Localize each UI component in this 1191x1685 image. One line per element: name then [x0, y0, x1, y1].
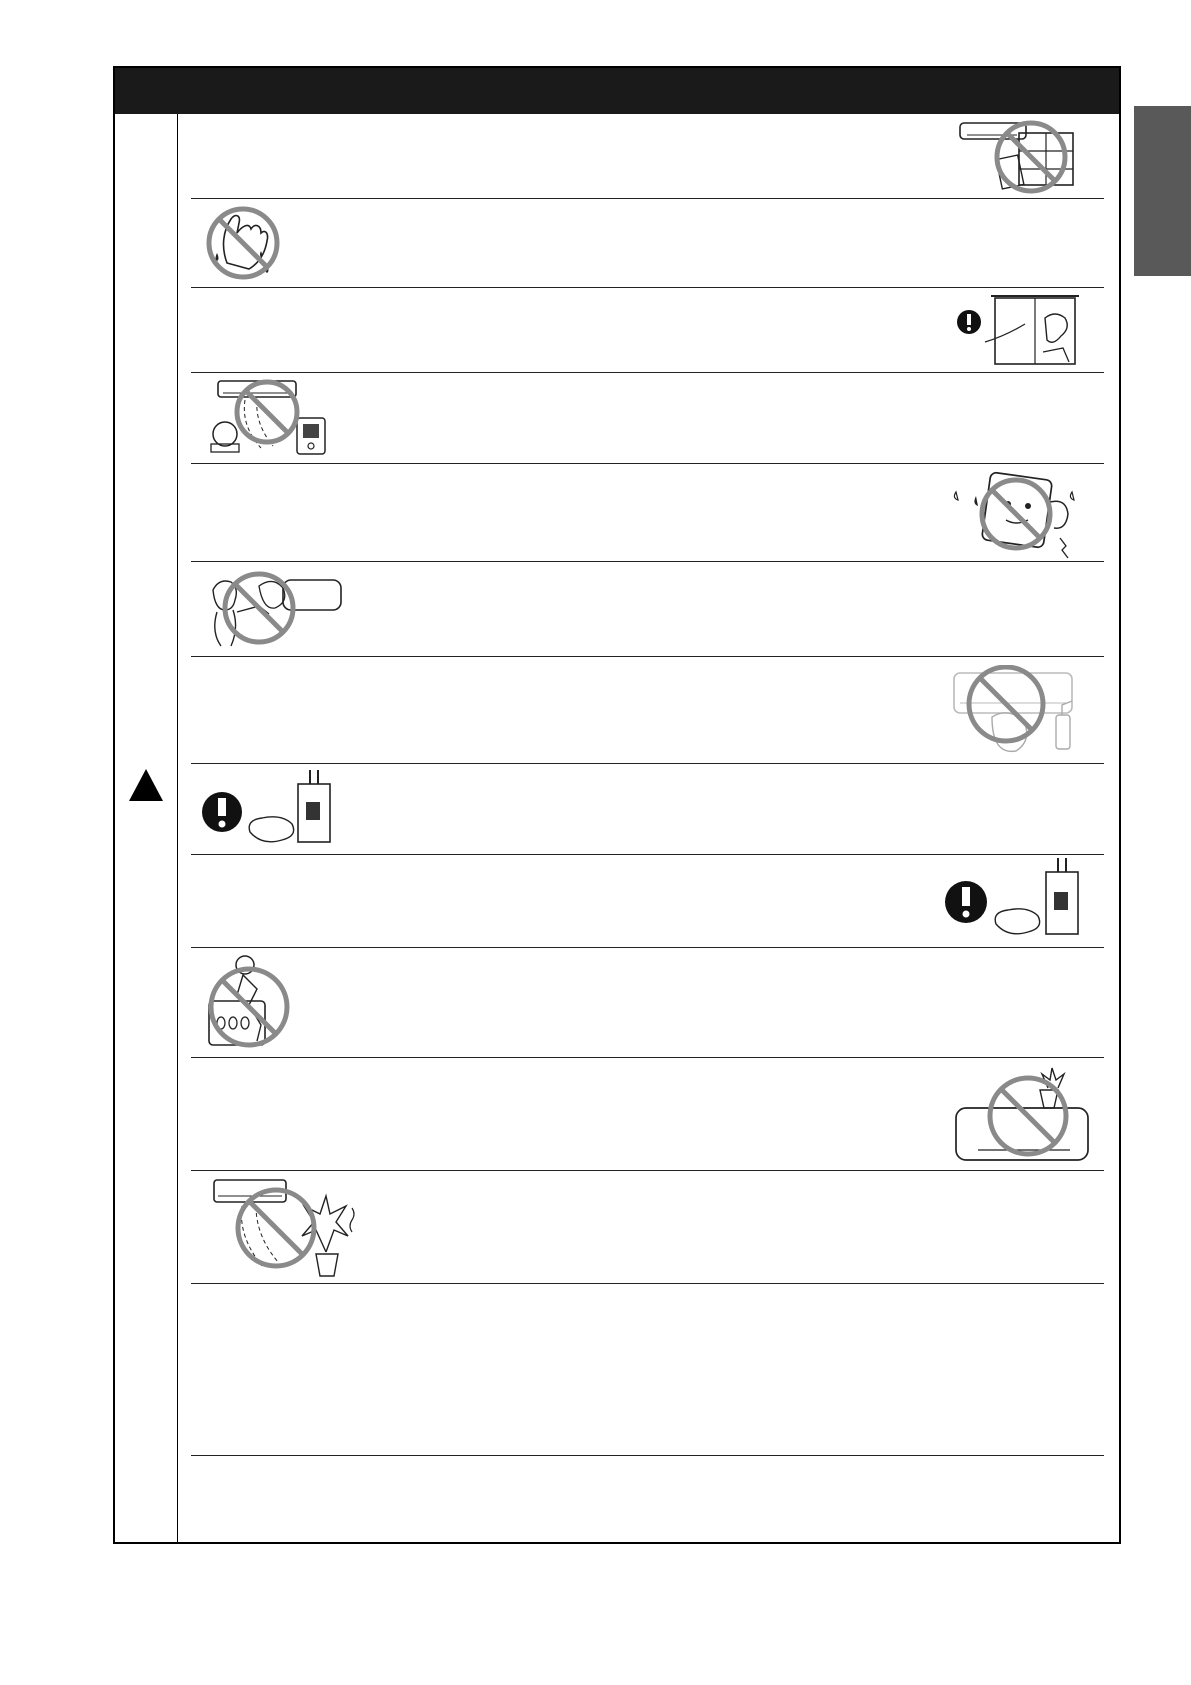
row-divider — [191, 947, 1104, 948]
no-spray-icon — [203, 566, 343, 652]
no-climbing-icon — [203, 951, 298, 1053]
no-plant-on-unit-icon — [952, 1064, 1092, 1166]
table-header-bar — [115, 68, 1119, 114]
no-obstruction-icon — [957, 115, 1077, 195]
no-water-splash-icon — [950, 468, 1080, 560]
row-divider — [191, 463, 1104, 464]
row-divider — [191, 287, 1104, 288]
warning-triangle-icon — [128, 768, 164, 802]
chapter-tab — [1134, 106, 1191, 276]
row-divider — [191, 1170, 1104, 1171]
breaker-off-icon — [940, 856, 1090, 944]
ventilate-room-icon — [955, 292, 1085, 368]
row-divider — [191, 372, 1104, 373]
row-divider — [191, 1057, 1104, 1058]
no-solvent-cleaning-icon — [952, 665, 1087, 759]
caution-column — [115, 114, 178, 1542]
no-heater-in-airflow-icon — [205, 378, 327, 458]
row-divider — [191, 854, 1104, 855]
row-divider — [191, 561, 1104, 562]
row-divider — [191, 763, 1104, 764]
row-divider — [191, 1455, 1104, 1456]
row-divider — [191, 198, 1104, 199]
row-divider — [191, 1283, 1104, 1284]
breaker-off-icon — [198, 768, 348, 850]
row-divider — [191, 656, 1104, 657]
no-plant-in-airflow-icon — [212, 1176, 362, 1280]
no-wet-hands-icon — [203, 203, 285, 283]
